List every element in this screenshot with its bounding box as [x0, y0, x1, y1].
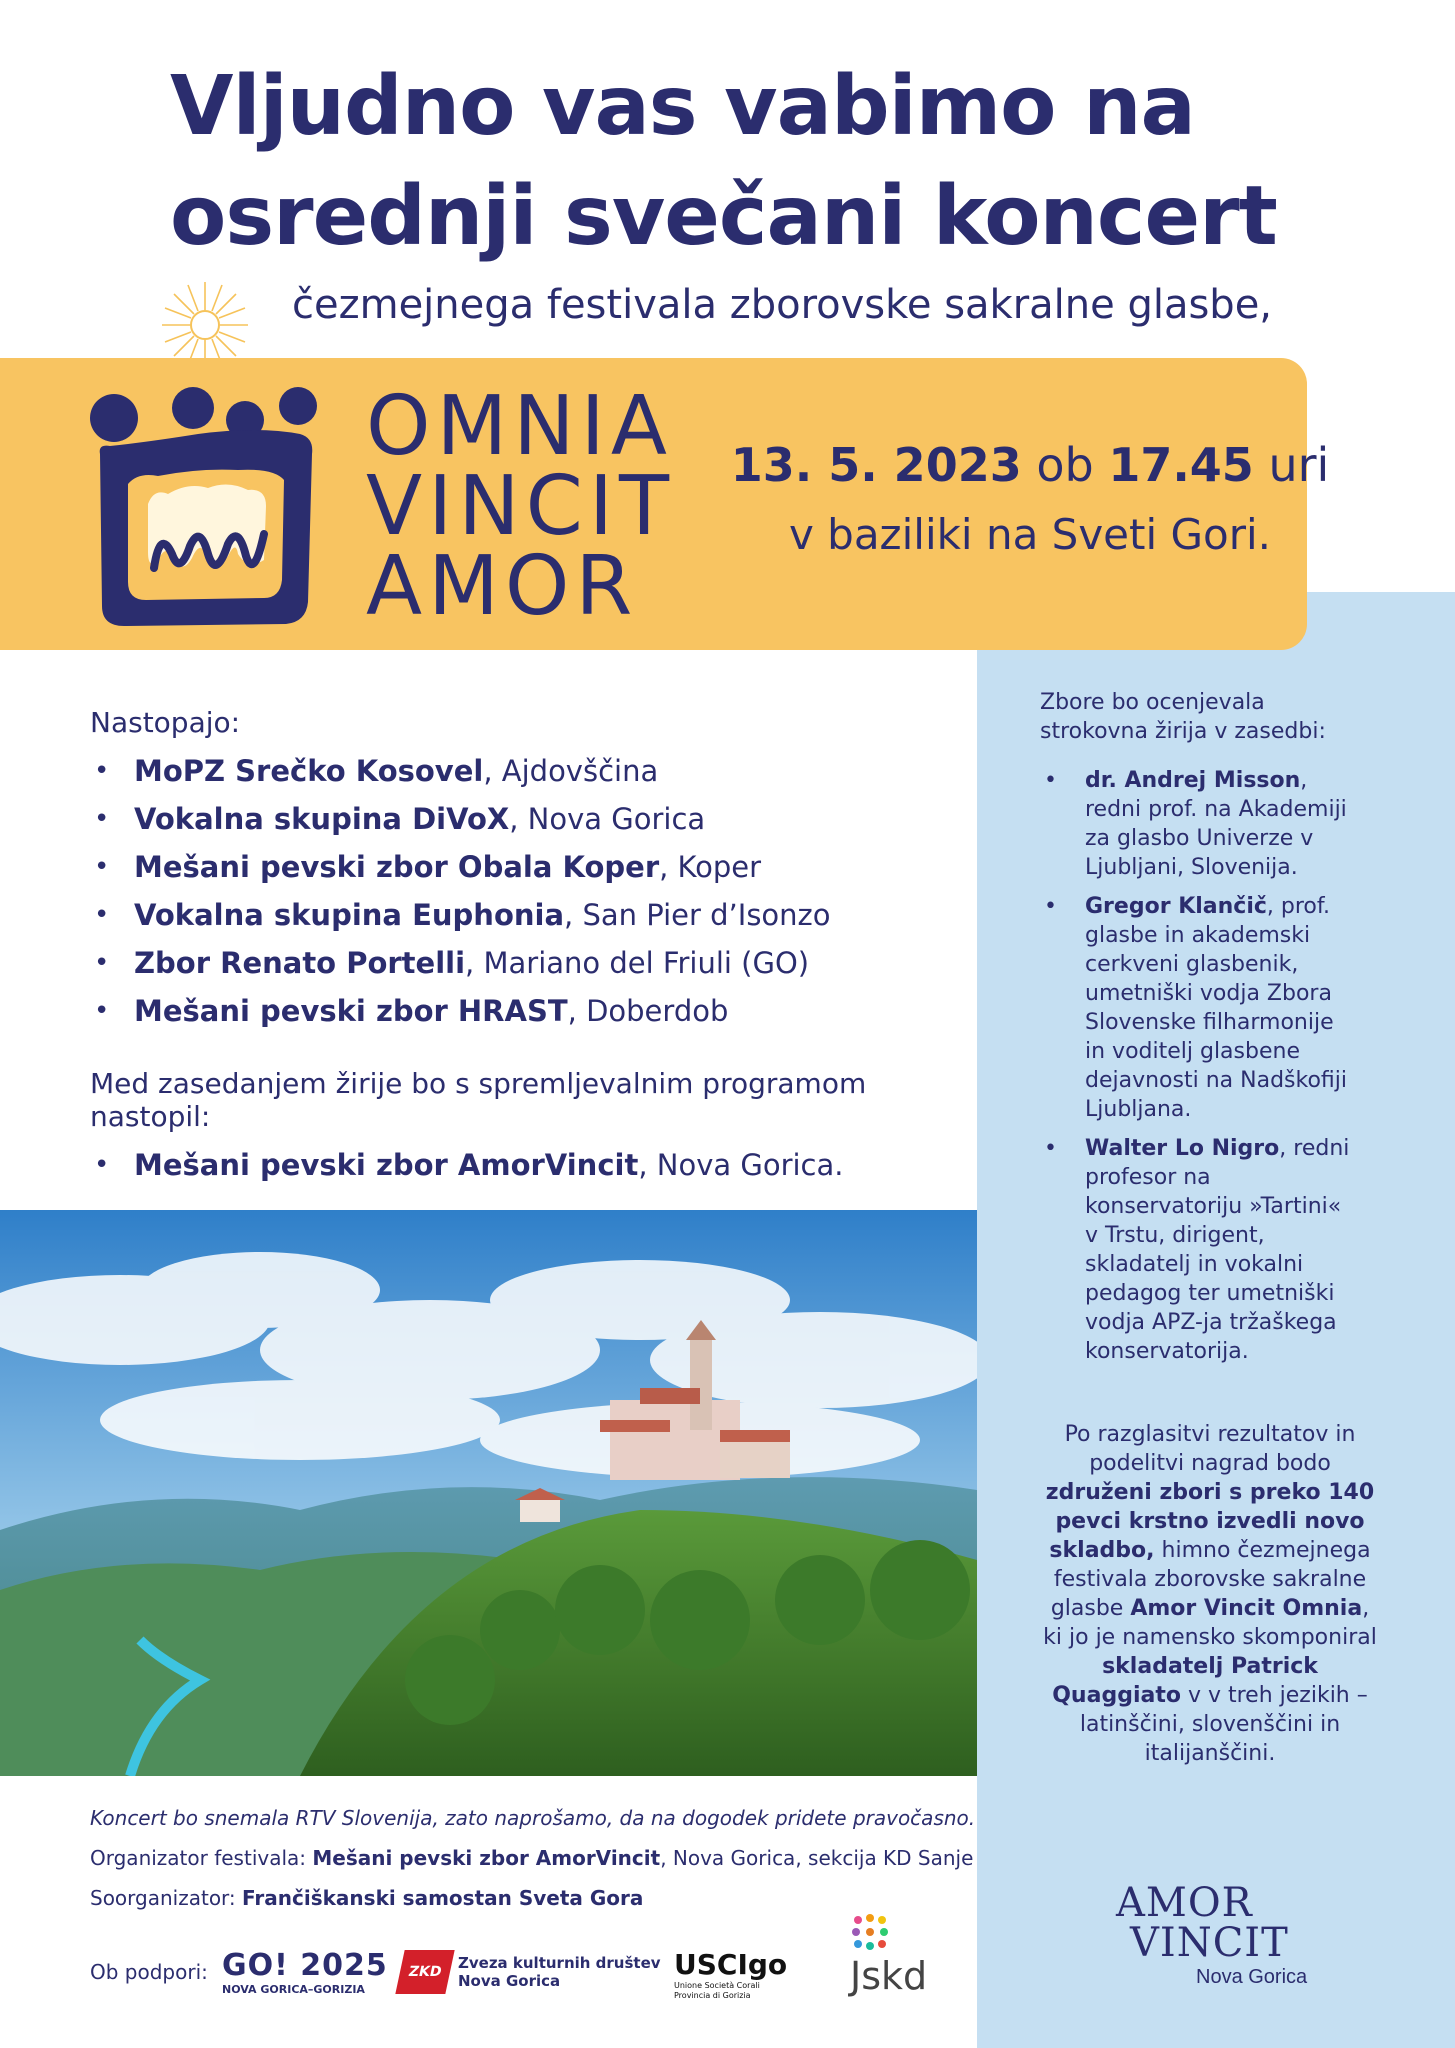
result-bold-3: skladatelj Patrick Quaggiato — [1052, 1654, 1318, 1708]
amor-logo-line1: AMOR — [1116, 1880, 1253, 1926]
organizer-line — [90, 1846, 974, 1870]
list-item — [90, 1141, 970, 1189]
usci-sub1: Unione Società Corali — [674, 1981, 760, 1990]
performer-name: Vokalna skupina DiVoX — [134, 802, 510, 836]
amor-logo-line2: VINCIT — [1130, 1920, 1289, 1966]
performer-place: , San Pier d’Isonzo — [564, 898, 831, 932]
event-date-ob: ob — [1036, 438, 1094, 492]
performer-place: , Nova Gorica — [509, 802, 706, 836]
list-item — [90, 795, 970, 843]
rtv-note-text: Koncert bo snemala RTV Slovenija, zato naprošamo, da na dogodek pridete pravočasno. — [90, 1806, 976, 1830]
sponsor-logos — [90, 1948, 970, 2008]
performer-name: MoPZ Srečko Kosovel — [134, 754, 484, 788]
accompanying-name: Mešani pevski zbor AmorVincit — [134, 1148, 639, 1182]
go2025-text: GO! 2025 — [222, 1948, 388, 1983]
performers-heading: Nastopajo: — [90, 706, 241, 739]
go2025-subtext: NOVA GORICA–GORIZIA — [222, 1983, 365, 1996]
result-text-3: , ki jo je namensko skomponiral — [1043, 1596, 1377, 1650]
amor-logo-line3: Nova Gorica — [1196, 1966, 1308, 1988]
result-bold-1: združeni zbori s preko 140 pevci krstno izvedli novo skladbo, — [1045, 1480, 1375, 1563]
title-line-1: Vljudno vas vabimo na — [170, 59, 1195, 154]
event-date: 13. 5. 2023 — [730, 438, 1022, 492]
list-item — [1040, 1134, 1360, 1366]
jskd-dots-icon — [850, 1912, 890, 1952]
list-item — [90, 843, 970, 891]
list-item — [1040, 892, 1360, 1124]
usci-sub2: Provincia di Gorizia — [674, 1991, 751, 2000]
jury-member-desc: , prof. glasbe in akademski cerkveni glasbenik, umetniški vodja Zbora Slovenske filharmonije in voditelj glasbene dejavnosti na Nadškofiji Ljubljana. — [1085, 894, 1347, 1122]
accompanying-list — [90, 1141, 970, 1189]
performers-section — [90, 706, 970, 1189]
performer-name: Vokalna skupina Euphonia — [134, 898, 565, 932]
organizer-label: Organizator festivala: — [90, 1846, 313, 1870]
result-announcement — [1040, 1420, 1380, 1768]
title-line-2: osrednji svečani koncert — [170, 169, 1277, 264]
zkd-line1: Zveza kulturnih društev — [458, 1954, 661, 1972]
coorganizer-name: Frančiškanski samostan Sveta Gora — [242, 1886, 644, 1910]
event-date-time — [720, 438, 1340, 492]
performer-name: Mešani pevski zbor HRAST — [134, 994, 568, 1028]
list-item — [90, 747, 970, 795]
jury-member-desc: , redni profesor na konservatoriju »Tartini« v Trstu, dirigent, skladatelj in vokalni pedagog ter umetniški vodja APZ-ja tržaškega konservatorija. — [1085, 1136, 1350, 1364]
list-item — [1040, 766, 1360, 882]
jury-list — [1040, 766, 1360, 1366]
jury-member-name: dr. Andrej Misson — [1085, 768, 1301, 793]
usci-go-text: go — [747, 1948, 788, 1981]
page-title — [170, 52, 1370, 272]
result-text-4: v v treh jezikih – latinščini, slovenščini in italijanščini. — [1079, 1683, 1368, 1766]
usci-logo — [674, 1948, 787, 2001]
performer-name: Zbor Renato Portelli — [134, 946, 466, 980]
jury-member-name: Walter Lo Nigro — [1085, 1136, 1280, 1161]
usci-text: USCI — [674, 1948, 748, 1981]
result-text-1: Po razglasitvi rezultatov in podelitvi nagrad bodo — [1064, 1422, 1356, 1476]
list-item — [90, 891, 970, 939]
festival-logo-icon — [88, 384, 320, 632]
event-time-suffix: uri — [1268, 438, 1330, 492]
go2025-logo — [222, 1948, 388, 1996]
jskd-text: Jskd — [850, 1954, 928, 1998]
list-item — [90, 939, 970, 987]
festival-name-line-2: VINCIT — [366, 459, 676, 554]
organizer-rest: , Nova Gorica, sekcija KD Sanje — [660, 1846, 974, 1870]
coorganizer-line — [90, 1886, 970, 1910]
jury-intro: Zbore bo ocenjevala strokovna žirija v zasedbi: — [1040, 690, 1326, 744]
performers-list — [90, 747, 970, 1035]
subtitle: čezmejnega festivala zborovske sakralne glasbe, — [292, 282, 1273, 328]
performer-place: , Doberdob — [567, 994, 729, 1028]
zkd-line2: Nova Gorica — [458, 1972, 561, 1990]
performer-place: , Mariano del Friuli (GO) — [465, 946, 810, 980]
accompanying-heading: Med zasedanjem žirije bo s spremljevalnim programom nastopil: — [90, 1067, 867, 1133]
performer-name: Mešani pevski zbor Obala Koper — [134, 850, 660, 884]
jury-member-name: Gregor Klančič — [1085, 894, 1267, 919]
result-text-2: himno čezmejnega festivala zborovske sakralne glasbe — [1050, 1538, 1371, 1621]
festival-name-line-3: AMOR — [366, 539, 639, 634]
jury-section — [1040, 688, 1360, 1376]
coorganizer-label: Soorganizator: — [90, 1886, 243, 1910]
accompanying-place: , Nova Gorica. — [638, 1148, 844, 1182]
sun-icon — [160, 280, 250, 370]
support-label: Ob podpori: — [90, 1960, 208, 1984]
result-bold-2: Amor Vincit Omnia — [1130, 1596, 1363, 1621]
jury-member-desc: , redni prof. na Akademiji za glasbo Univerze v Ljubljani, Slovenija. — [1085, 768, 1347, 880]
event-venue: v baziliki na Sveti Gori. — [788, 510, 1272, 559]
performer-place: , Ajdovščina — [483, 754, 659, 788]
amor-vincit-logo — [1090, 1880, 1340, 1990]
festival-name-line-1: OMNIA — [366, 379, 673, 474]
list-item — [90, 987, 970, 1035]
sveta-gora-photo — [0, 1210, 977, 1776]
event-time: 17.45 — [1108, 438, 1254, 492]
footer — [90, 1806, 976, 1926]
performer-place: , Koper — [659, 850, 762, 884]
rtv-note — [90, 1806, 976, 1830]
zkd-badge: ZKD — [395, 1950, 454, 1994]
jskd-logo — [850, 1912, 927, 1998]
organizer-name: Mešani pevski zbor AmorVincit — [312, 1846, 661, 1870]
